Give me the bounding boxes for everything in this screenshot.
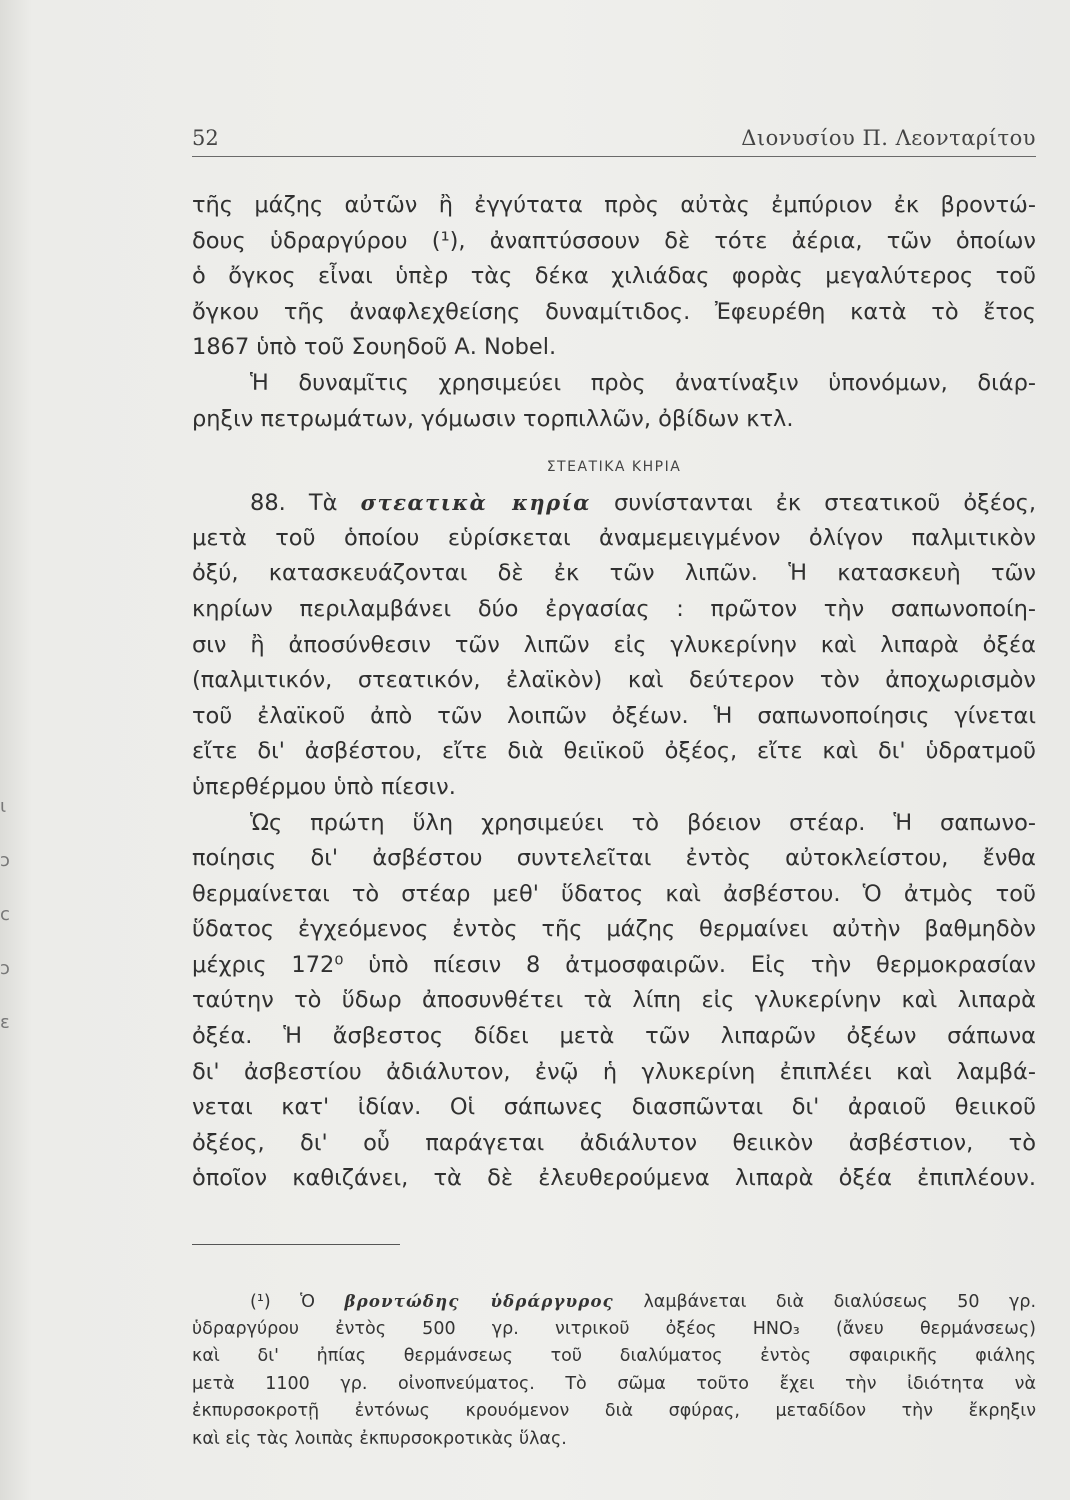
text-line: ὀξέος, δι' οὗ παράγεται ἀδιάλυτον θειικὸν ἀσβέστιον, τὸ — [192, 1129, 1036, 1156]
footnote-term: βροντώδης ὑδράργυρος — [344, 1292, 614, 1311]
text-line: ὁ ὄγκος εἶναι ὑπὲρ τὰς δέκα χιλιάδας φορὰς μεγαλύτερος τοῦ — [192, 263, 1036, 290]
text-line: τῆς μάζης αὐτῶν ἢ ἐγγύτατα πρὸς αὐτὰς ἐμπύριον ἐκ βροντώ- — [192, 192, 1036, 218]
paragraph-88-first-line — [192, 485, 1036, 521]
running-title-author: Διονυσίου Π. Λεονταρίτου — [741, 126, 1036, 150]
text-line: (παλμιτικόν, στεατικόν, ἐλαϊκὸν) καὶ δεύτερον τὸν ἀποχωρισμὸν — [192, 667, 1036, 694]
text-line: τοῦ ἐλαϊκοῦ ἀπὸ τῶν λοιπῶν ὀξέων. Ἡ σαπωνοποίησις γίνεται — [192, 702, 1036, 729]
text-line: κηρίων περιλαμβάνει δύο ἐργασίας : πρῶτον τὴν σαπωνοποίη- — [192, 595, 1036, 622]
text-line: ὀξύ, κατασκευάζονται δὲ ἐκ τῶν λιπῶν. Ἡ κατασκευὴ τῶν — [192, 560, 1036, 587]
emphasized-term: στεατικὰ κηρία — [360, 490, 591, 516]
footnote-marker: (¹) Ὁ — [250, 1292, 316, 1312]
text-line: δους ὑδραργύρου (¹), ἀναπτύσσουν δὲ τότε ἀέρια, τῶν ὁποίων — [192, 227, 1036, 254]
text-line: ὕδατος ἐγχεόμενος ἐντὸς τῆς μάζης θερμαίνει αὐτὴν βαθμηδὸν — [192, 916, 1036, 943]
text-line: ὁποῖον καθιζάνει, τὰ δὲ ἐλευθερούμενα λιπαρὰ ὀξέα ἐπιπλέουν. — [192, 1165, 1036, 1192]
footnote-line: μετὰ 1100 γρ. οἰνοπνεύματος. Τὸ σῶμα τοῦτο ἔχει τὴν ἰδιότητα νὰ — [192, 1373, 1036, 1394]
line-remainder: λαμβάνεται διὰ διαλύσεως 50 γρ. — [643, 1292, 1037, 1312]
text-line: ρηξιν πετρωμάτων, γόμωσιν τορπιλλῶν, ὀβίδων κτλ. — [192, 405, 794, 432]
text-line: μετὰ τοῦ ὁποίου εὑρίσκεται ἀναμεμειγμένον ὀλίγον παλμιτικὸν — [192, 524, 1036, 551]
margin-marks: ι ɔ c ɔ ε — [0, 796, 10, 1033]
footnote-line: καὶ εἰς τὰς λοιπὰς ἐκπυρσοκροτικὰς ὕλας. — [192, 1428, 567, 1449]
text-line: σιν ἢ ἀποσύνθεσιν τῶν λιπῶν εἰς γλυκερίνην καὶ λιπαρὰ ὀξέα — [192, 631, 1036, 658]
footnote-line: ὑδραργύρου ἐντὸς 500 γρ. νιτρικοῦ ὀξέος HNO₃ (ἄνευ θερμάνσεως) — [192, 1318, 1036, 1339]
text-line: νεται κατ' ἰδίαν. Οἱ σάπωνες διασπῶνται δι' ἀραιοῦ θειικοῦ — [192, 1094, 1036, 1121]
footnote-divider — [192, 1244, 400, 1245]
text-line: 1867 ὑπὸ τοῦ Σουηδοῦ Α. Nobel. — [192, 334, 557, 361]
text-line: Ἡ δυναμῖτις χρησιμεύει πρὸς ἀνατίναξιν ὑπονόμων, διάρ- — [250, 369, 1036, 396]
text-line: μέχρις 172⁰ ὑπὸ πίεσιν 8 ἀτμοσφαιρῶν. Εἰς τὴν θερμοκρασίαν — [192, 951, 1036, 978]
running-header — [192, 122, 1036, 157]
article-word: Τὰ — [308, 490, 338, 517]
footnote-first-line — [192, 1288, 1036, 1316]
footnote — [192, 1288, 1036, 1453]
paragraph-number: 88. — [250, 490, 286, 517]
footnote-line: ἐκπυρσοκροτῇ ἐντόνως κρουόμενον διὰ σφύρας, μεταδίδον τὴν ἔκρηξιν — [192, 1401, 1036, 1421]
line-remainder: συνίστανται ἐκ στεατικοῦ ὀξέος, — [614, 490, 1036, 517]
section-heading: ΣΤΕΑΤΙΚΑ ΚΗΡΙΑ — [546, 459, 682, 476]
text-line: ὑπερθέρμου ὑπὸ πίεσιν. — [192, 773, 456, 800]
page-number: 52 — [192, 126, 219, 150]
text-line: εἴτε δι' ἀσβέστου, εἴτε διὰ θειϊκοῦ ὀξέος, εἴτε καὶ δι' ὑδρατμοῦ — [192, 738, 1036, 765]
body-text — [192, 188, 1036, 1197]
text-line: δι' ἀσβεστίου ἀδιάλυτον, ἐνῷ ἡ γλυκερίνη ἐπιπλέει καὶ λαμβά- — [192, 1058, 1036, 1085]
text-line: Ὡς πρώτη ὕλη χρησιμεύει τὸ βόειον στέαρ. Ἡ σαπωνο- — [250, 809, 1036, 836]
text-line: ταύτην τὸ ὕδωρ ἀποσυνθέτει τὰ λίπη εἰς γλυκερίνην καὶ λιπαρὰ — [192, 987, 1036, 1014]
text-line: θερμαίνεται τὸ στέαρ μεθ' ὕδατος καὶ ἀσβέστου. Ὁ ἀτμὸς τοῦ — [192, 880, 1036, 907]
text-line: ὀξέα. Ἡ ἄσβεστος δίδει μετὰ τῶν λιπαρῶν ὀξέων σάπωνα — [192, 1023, 1036, 1050]
text-line: ὄγκου τῆς ἀναφλεχθείσης δυναμίτιδος. Ἐφευρέθη κατὰ τὸ ἔτος — [192, 298, 1036, 325]
footnote-line: καὶ δι' ἠπίας θερμάνσεως τοῦ διαλύματος ἐντὸς σφαιρικῆς φιάλης — [192, 1346, 1036, 1366]
text-line: ποίησις δι' ἀσβέστου συντελεῖται ἐντὸς αὐτοκλείστου, ἔνθα — [192, 845, 1036, 872]
